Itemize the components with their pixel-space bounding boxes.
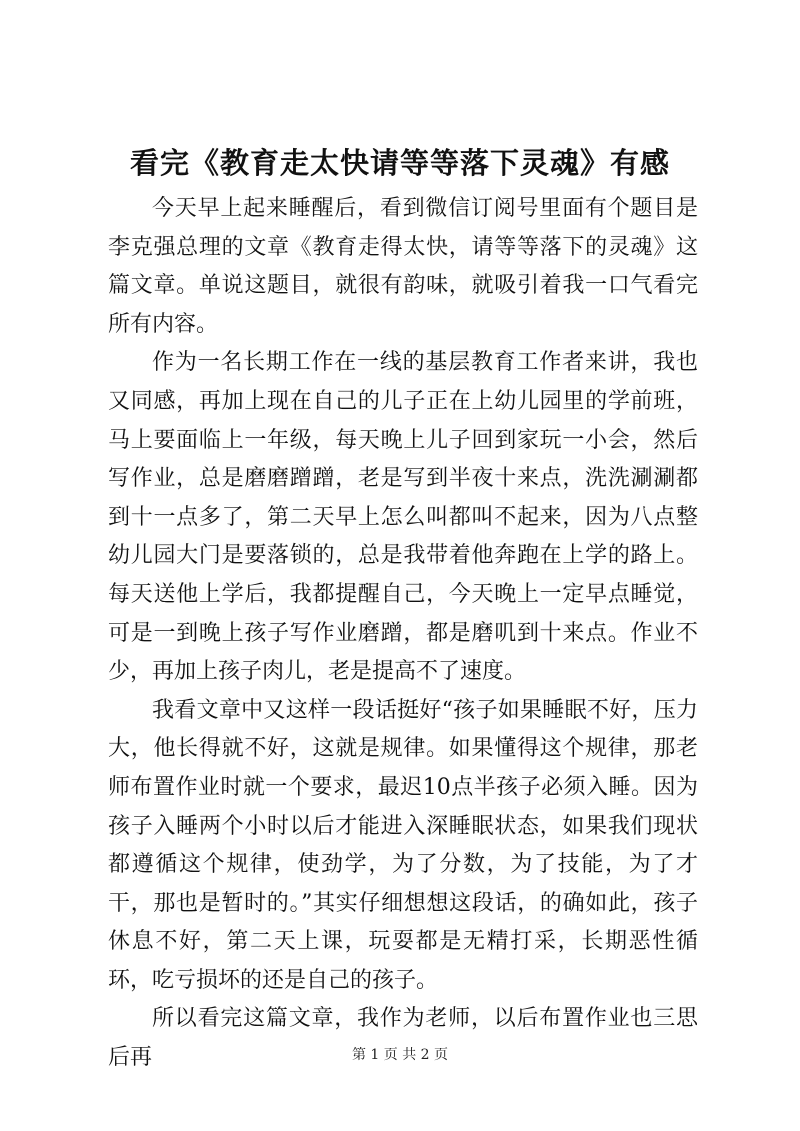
document-body bbox=[108, 190, 698, 1078]
paragraph-4: 所以看完这篇文章，我作为老师，以后布置作业也三思后再 bbox=[108, 1006, 698, 1071]
page-number-footer: 第 1 页 共 2 页 bbox=[351, 1047, 449, 1063]
paragraph-3: 我看文章中又这样一段话挺好“孩子如果睡眠不好，压力大，他长得就不好，这就是规律。如果懂得这个规律，那老师布置作业时就一个要求，最迟10点半孩子必须入睡。因为孩子入睡两个小时以后才能进入深睡眠状态，如果我们现状都遵循这个规律，使劲学，为了分数，为了技能，为了才干，那也是暂时的。”其实仔细想想这段话，的确如此，孩子休息不好，第二天上课，玩耍都是无精打采，长期恶性循环，吃亏损坏的还是自己的孩子。 bbox=[108, 697, 698, 993]
paragraph-1: 今天早上起来睡醒后，看到微信订阅号里面有个题目是李克强总理的文章《教育走得太快，请等等落下的灵魂》这篇文章。单说这题目，就很有韵味，就吸引着我一口气看完所有内容。 bbox=[108, 196, 698, 337]
paragraph-2: 作为一名长期工作在一线的基层教育工作者来讲，我也又同感，再加上现在自己的儿子正在上幼儿园里的学前班，马上要面临上一年级，每天晚上儿子回到家玩一小会，然后写作业，总是磨磨蹭蹭，老是写到半夜十来点，洗洗涮涮都到十一点多了，第二天早上怎么叫都叫不起来，因为八点整幼儿园大门是要落锁的，总是我带着他奔跑在上学的路上。每天送他上学后，我都提醒自己，今天晚上一定早点睡觉，可是一到晚上孩子写作业磨蹭，都是磨叽到十来点。作业不少，再加上孩子肉儿，老是提高不了速度。 bbox=[108, 350, 698, 685]
document-title: 看完《教育走太快请等等落下灵魂》有感 bbox=[129, 146, 670, 180]
